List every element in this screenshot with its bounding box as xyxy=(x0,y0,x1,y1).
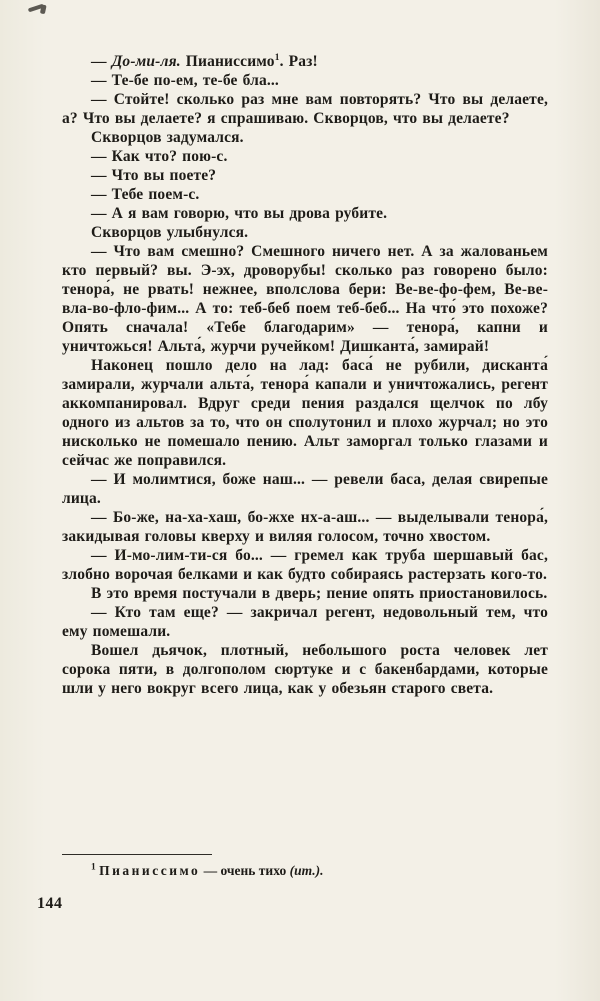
page-text xyxy=(62,52,548,698)
narrative-paragraph: Вошел дьячок, плотный, небольшого роста человек лет сорока пяти, в долгополом сюртуке и с бакенбардами, которые шли у него вокруг всего лица, как у обезьян старого света. xyxy=(62,642,548,697)
footnote-language-note: (ит.). xyxy=(289,863,324,878)
dialogue-line: — Кто там еще? — закричал регент, недовольный тем, что ему помешали. xyxy=(62,604,548,640)
dialogue-dash: — xyxy=(91,53,112,70)
dialogue-line: — Стойте! сколько раз мне вам повторять? Что вы делаете, а? Что вы делаете? я спрашиваю. Скворцов, что вы делаете? xyxy=(62,91,548,127)
footnote-marker: 1 xyxy=(91,862,96,873)
italic-phrase: До-ми-ля. xyxy=(111,53,181,70)
footnote-reference: 1 xyxy=(274,52,280,63)
dialogue-text: Пианиссимо xyxy=(180,53,275,70)
dialogue-line-first xyxy=(62,52,548,71)
footnote xyxy=(62,862,548,879)
dialogue-line: — Бо-же, на-ха-хаш, бо-жхе нх-а-аш... — выделывали тенора́, закидывая головы кверху и виляя голосом, точно хвостом. xyxy=(62,509,548,545)
narrative-paragraph: В это время постучали в дверь; пение опять приостановилось. xyxy=(91,585,548,602)
dialogue-line: — И молимтися, боже наш... — ревели баса, делая свирепые лица. xyxy=(62,471,548,507)
dialogue-line: — Тебе поем-с. xyxy=(91,186,200,203)
page-number: 144 xyxy=(37,895,63,912)
dialogue-line: — А я вам говорю, что вы дрова рубите. xyxy=(91,205,388,222)
footnote-block xyxy=(62,854,548,879)
footnote-separator xyxy=(62,854,212,855)
narrative-paragraph: Скворцов улыбнулся. xyxy=(91,224,249,241)
narrative-paragraph: Скворцов задумался. xyxy=(91,129,244,146)
dialogue-text: . Раз! xyxy=(279,53,318,70)
dialogue-line: — Что вы поете? xyxy=(91,167,217,184)
footnote-term: Пианиссимо xyxy=(99,863,201,878)
footnote-definition: — очень тихо xyxy=(200,863,290,878)
narrative-paragraph: Наконец пошло дело на лад: баса́ не рубили, дисканта́ замирали, журчали альта́, тенора́ капали и уничтожались, регент аккомпанировал. Вдруг среди пения раздался щелчок по лбу одного из альтов за то, что он сполутонил и плохо журчал; но это нисколько не помешало пению. Альт заморгал только глазами и сейчас же поправился. xyxy=(62,357,548,469)
dialogue-line: — Как что? пою-с. xyxy=(91,148,228,165)
dialogue-line: — И-мо-лим-ти-ся бо... — гремел как труба шершавый бас, злобно ворочая белками и как будто собираясь растерзать кого-то. xyxy=(62,547,548,583)
dialogue-line: — Что вам смешно? Смешного ничего нет. А за жалованьем кто первый? вы. Э-эх, дроворубы! сколько раз говорено было: тенора́, не рвать! нежнее, вполслова бери: Ве-ве-фо-фем, Ве-ве-вла-во-фло-фим... А то: теб-беб поем теб-беб... На что́ это похоже? Опять сначала! «Тебе благодарим» — тенора́, капни и уничтожься! Альта́, журчи ручейком! Дишканта́, замирай! xyxy=(62,243,548,355)
scan-artifact xyxy=(28,4,44,13)
dialogue-line: — Те-бе по-ем, те-бе бла... xyxy=(91,72,279,89)
